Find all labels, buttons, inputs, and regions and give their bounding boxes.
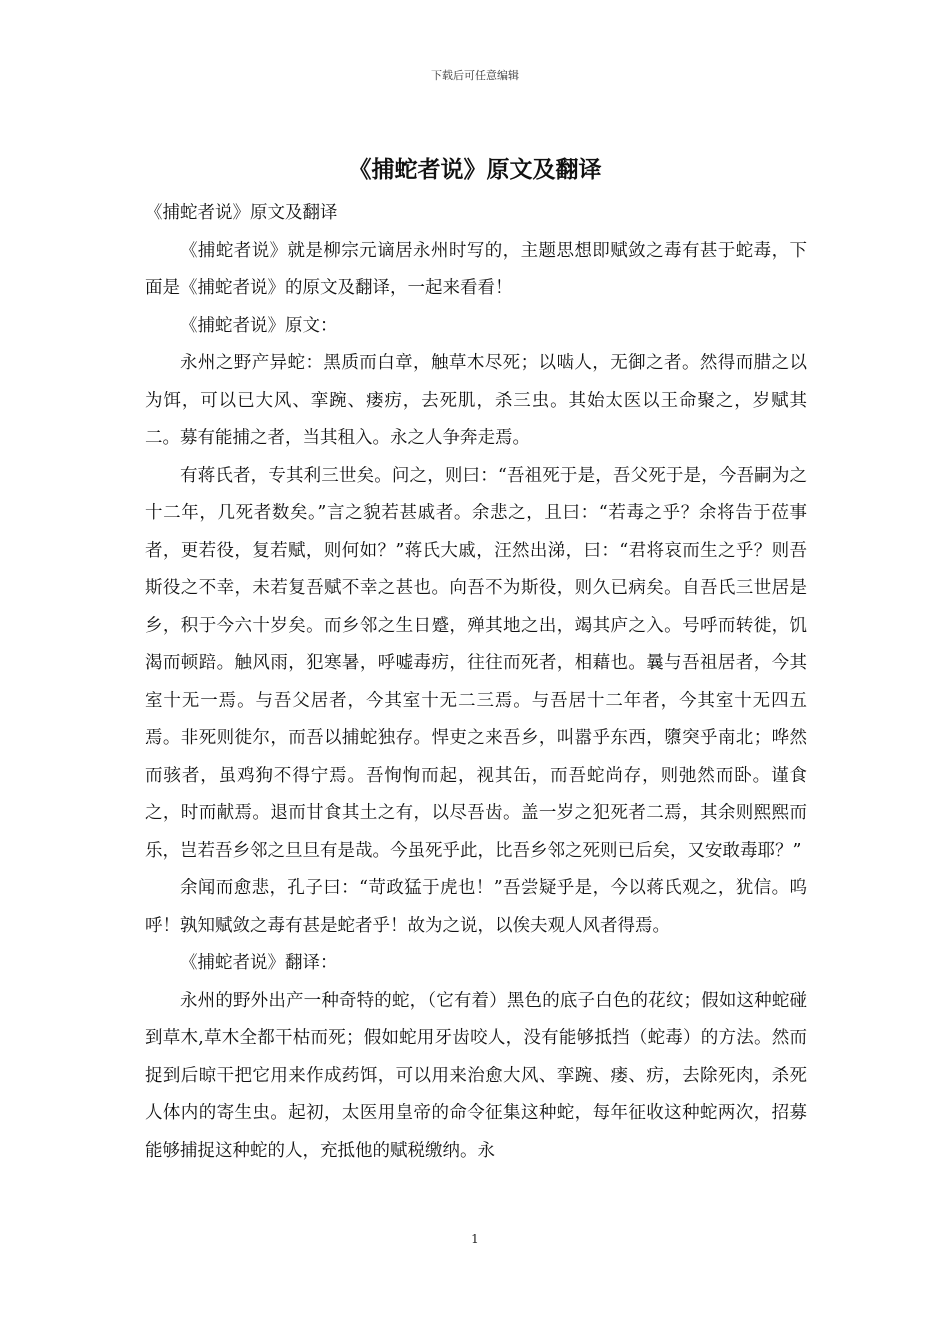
translation-paragraph-1: 永州的野外出产一种奇特的蛇，（它有着）黑色的底子白色的花纹；假如这种蛇碰到草木,草木全都干枯而死；假如蛇用牙齿咬人，没有能够抵挡（蛇毒）的方法。然而捉到后晾干把它用来作成药饵，可以用来治愈大风、挛踠、瘘、疠，去除死肉，杀死人体内的寄生虫。起初，太医用皇帝的命令征集这种蛇，每年征收这种蛇两次，招募能够捕捉这种蛇的人，充抵他的赋税缴纳。永 [145, 990, 807, 1161]
page-number: 1 [471, 1232, 479, 1246]
document-body [145, 195, 807, 1170]
original-paragraph-1: 永州之野产异蛇：黑质而白章，触草木尽死；以啮人，无御之者。然得而腊之以为饵，可以已大风、挛踠、瘘疠，去死肌，杀三虫。其始太医以王命聚之，岁赋其二。募有能捕之者，当其租入。永之人争奔走焉。 [145, 353, 807, 448]
translation-heading: 《捕蛇者说》翻译： [180, 953, 338, 973]
original-paragraph-3: 余闻而愈悲，孔子曰：“苛政猛于虎也！”吾尝疑乎是，今以蒋氏观之，犹信。呜呼！孰知赋敛之毒有甚是蛇者乎！故为之说，以俟夫观人风者得焉。 [145, 878, 807, 936]
page-header: 下载后可任意编辑 [431, 69, 519, 82]
document-title: 《捕蛇者说》原文及翻译 [348, 156, 602, 183]
original-text-heading: 《捕蛇者说》原文： [180, 315, 338, 336]
subtitle-paragraph: 《捕蛇者说》原文及翻译 [145, 203, 338, 223]
intro-paragraph: 《捕蛇者说》就是柳宗元谪居永州时写的，主题思想即赋敛之毒有甚于蛇毒，下面是《捕蛇者说》的原文及翻译，一起来看看！ [145, 240, 807, 298]
original-paragraph-2: 有蒋氏者，专其利三世矣。问之，则曰：“吾祖死于是，吾父死于是，今吾嗣为之十二年，几死者数矣。”言之貌若甚戚者。余悲之，且曰：“若毒之乎？余将告于莅事者，更若役，复若赋，则何如？”蒋氏大戚，汪然出涕，曰：“君将哀而生之乎？则吾斯役之不幸，未若复吾赋不幸之甚也。向吾不为斯役，则久已病矣。自吾氏三世居是乡，积于今六十岁矣。而乡邻之生日蹙，殚其地之出，竭其庐之入。号呼而转徙，饥渴而顿踣。触风雨，犯寒暑，呼嘘毒疠，往往而死者，相藉也。曩与吾祖居者，今其室十无一焉。与吾父居者，今其室十无二三焉。与吾居十二年者，今其室十无四五焉。非死则徙尔，而吾以捕蛇独存。悍吏之来吾乡，叫嚣乎东西，隳突乎南北；哗然而骇者，虽鸡狗不得宁焉。吾恂恂而起，视其缶，而吾蛇尚存，则弛然而卧。谨食之，时而献焉。退而甘食其土之有，以尽吾齿。盖一岁之犯死者二焉，其余则熙熙而乐，岂若吾乡邻之旦旦有是哉。今虽死乎此，比吾乡邻之死则已后矣，又安敢毒耶？” [145, 465, 807, 861]
